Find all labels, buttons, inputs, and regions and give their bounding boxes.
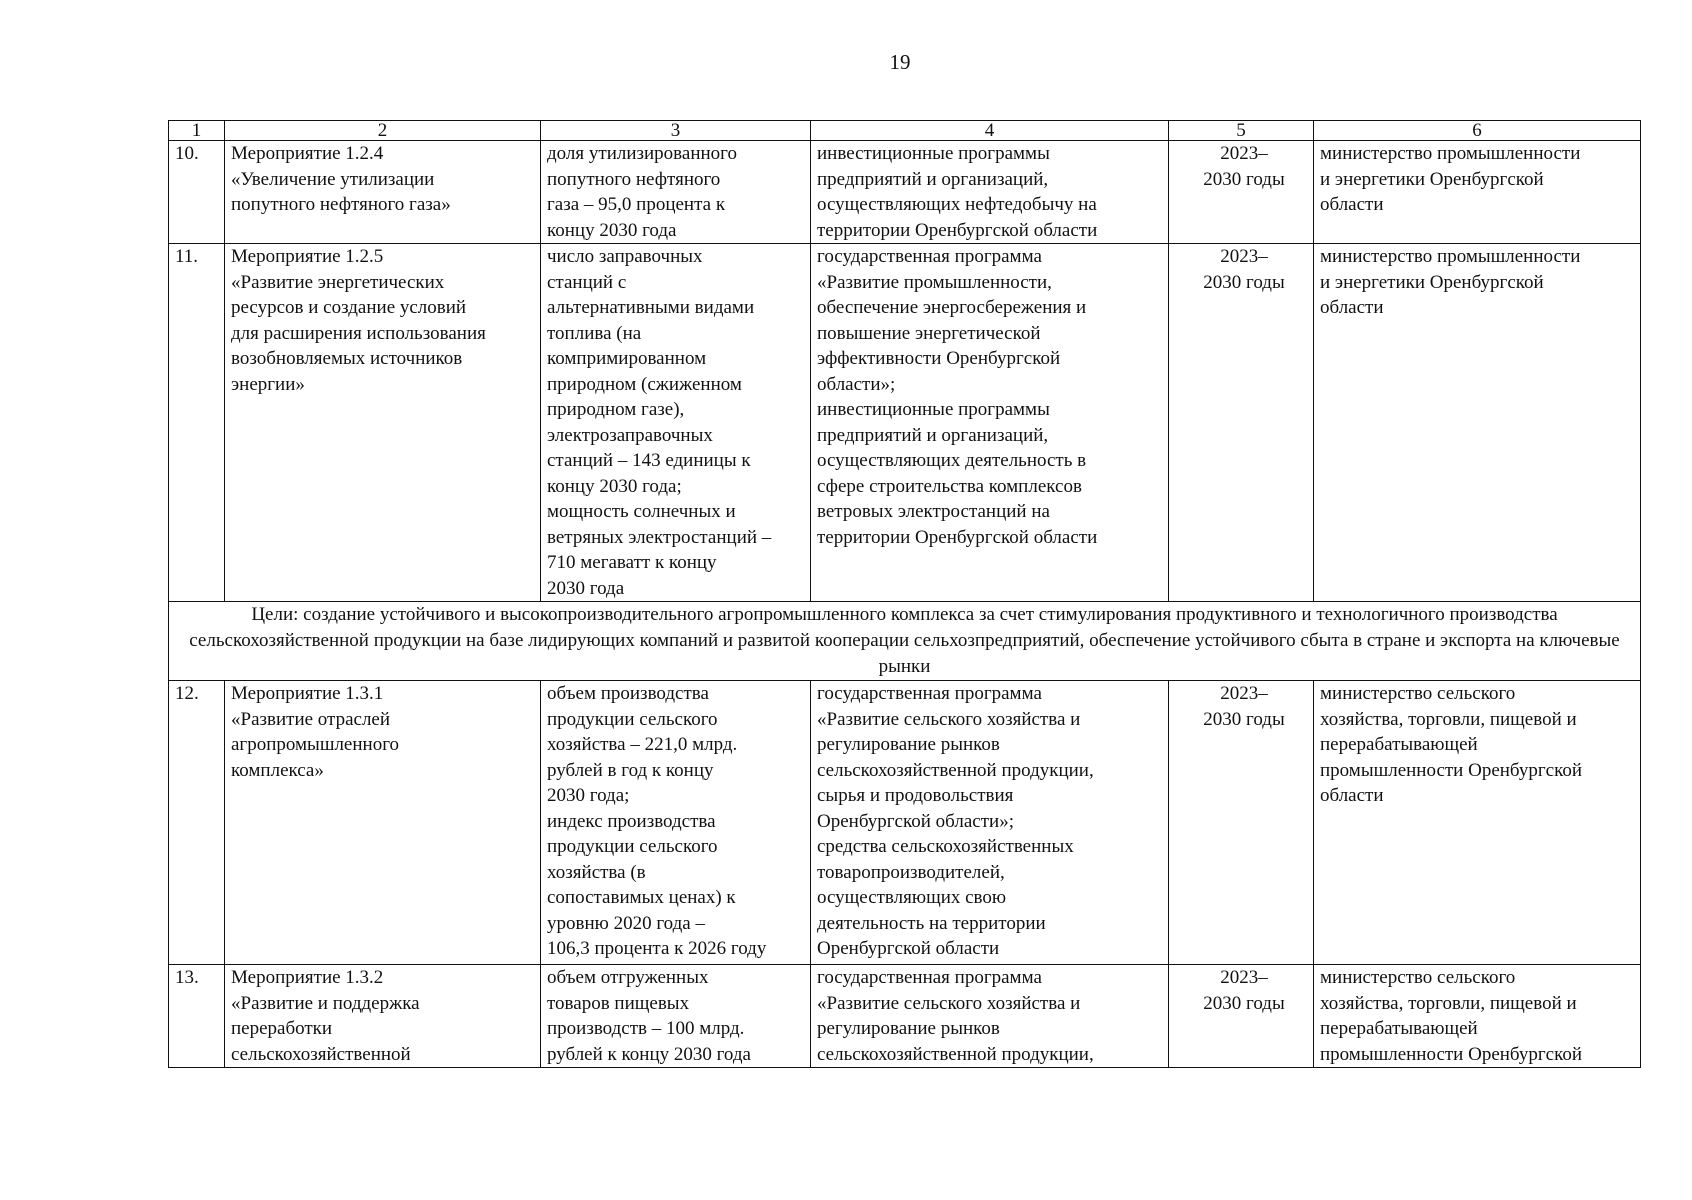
row-number: 12. — [169, 681, 225, 965]
column-header: 6 — [1314, 121, 1641, 141]
funding-source-cell: государственная программа «Развитие сельского хозяйства и регулирование рынков сельскохозяйственной продукции, сырья и продовольствия Оренбургской области»; средства сельскохозяйственных товаропроизводителей, осуществляющих свою деятельность на территории Оренбургской области — [811, 681, 1169, 965]
funding-source-cell: государственная программа «Развитие сельского хозяйства и регулирование рынков сельскохозяйственной продукции, — [811, 965, 1169, 1068]
column-header: 3 — [541, 121, 811, 141]
executor-cell: министерство сельского хозяйства, торговли, пищевой и перерабатывающей промышленности Оренбургской области — [1314, 681, 1641, 965]
indicator-cell: число заправочных станций с альтернативными видами топлива (на компримированном природном (сжиженном природном газе), электрозаправочных станций – 143 единицы к концу 2030 года; мощность солнечных и ветряных электростанций – 710 мегаватт к концу 2030 года — [541, 244, 811, 602]
measures-table — [168, 120, 1641, 1068]
period-cell: 2023– 2030 годы — [1169, 244, 1314, 602]
page-number: 19 — [889, 50, 911, 74]
executor-cell: министерство сельского хозяйства, торговли, пищевой и перерабатывающей промышленности Оренбургской — [1314, 965, 1641, 1068]
event-cell: Мероприятие 1.2.5 «Развитие энергетических ресурсов и создание условий для расширения использования возобновляемых источников энергии» — [225, 244, 541, 602]
period-cell: 2023– 2030 годы — [1169, 965, 1314, 1068]
goal-text: Цели: создание устойчивого и высокопроизводительного агропромышленного комплекса за счет стимулирования продуктивного и технологичного производства сельскохозяйственной продукции на базе лидирующих компаний и развитой кооперации сельхозпредприятий, обеспечение устойчивого сбыта в стране и экспорта на ключевые рынки — [169, 602, 1641, 681]
column-header: 5 — [1169, 121, 1314, 141]
table-header-row — [169, 121, 1641, 141]
period-cell: 2023– 2030 годы — [1169, 681, 1314, 965]
indicator-cell: объем отгруженных товаров пищевых производств – 100 млрд. рублей к концу 2030 года — [541, 965, 811, 1068]
column-header: 1 — [169, 121, 225, 141]
indicator-cell: доля утилизированного попутного нефтяного газа – 95,0 процента к концу 2030 года — [541, 141, 811, 244]
row-number: 10. — [169, 141, 225, 244]
executor-cell: министерство промышленности и энергетики Оренбургской области — [1314, 244, 1641, 602]
goal-row — [169, 602, 1641, 681]
row-number: 11. — [169, 244, 225, 602]
table-row — [169, 681, 1641, 965]
period-cell: 2023– 2030 годы — [1169, 141, 1314, 244]
event-cell: Мероприятие 1.3.2 «Развитие и поддержка переработки сельскохозяйственной — [225, 965, 541, 1068]
row-number: 13. — [169, 965, 225, 1068]
executor-cell: министерство промышленности и энергетики Оренбургской области — [1314, 141, 1641, 244]
column-header: 2 — [225, 121, 541, 141]
table-row — [169, 965, 1641, 1068]
funding-source-cell: инвестиционные программы предприятий и организаций, осуществляющих нефтедобычу на территории Оренбургской области — [811, 141, 1169, 244]
funding-source-cell: государственная программа «Развитие промышленности, обеспечение энергосбережения и повышение энергетической эффективности Оренбургской области»; инвестиционные программы предприятий и организаций, осуществляющих деятельность в сфере строительства комплексов ветровых электростанций на территории Оренбургской области — [811, 244, 1169, 602]
event-cell: Мероприятие 1.2.4 «Увеличение утилизации попутного нефтяного газа» — [225, 141, 541, 244]
column-header: 4 — [811, 121, 1169, 141]
indicator-cell: объем производства продукции сельского хозяйства – 221,0 млрд. рублей в год к концу 2030 года; индекс производства продукции сельского хозяйства (в сопоставимых ценах) к уровню 2020 года – 106,3 процента к 2026 году — [541, 681, 811, 965]
event-cell: Мероприятие 1.3.1 «Развитие отраслей агропромышленного комплекса» — [225, 681, 541, 965]
table-row — [169, 244, 1641, 602]
table-row — [169, 141, 1641, 244]
